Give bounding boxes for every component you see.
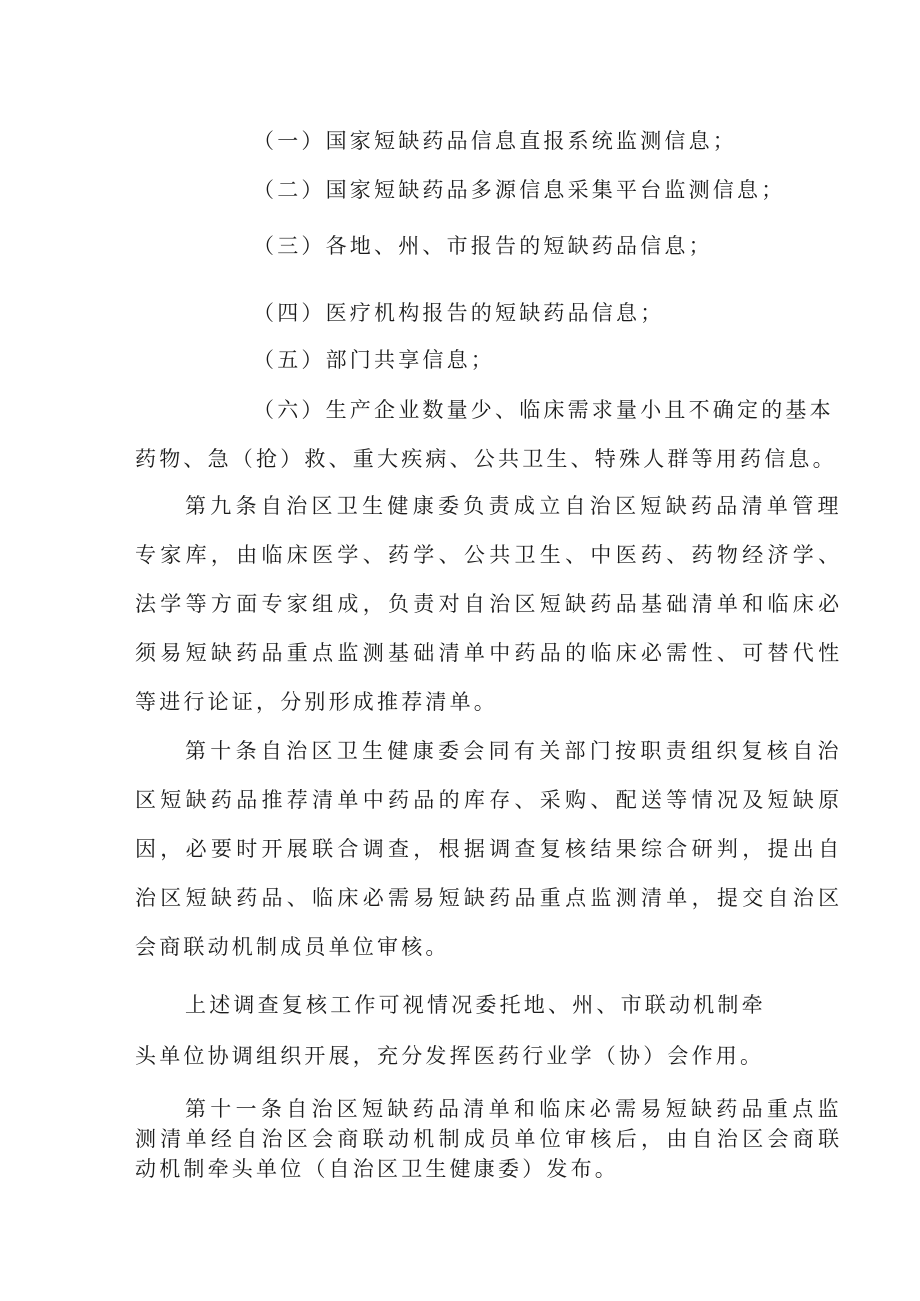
article-11-line-1: 第十一条自治区短缺药品清单和临床必需易短缺药品重点监: [185, 1097, 843, 1121]
list-item-6: （六）生产企业数量少、临床需求量小且不确定的基本: [253, 398, 834, 422]
list-item-1: （一）国家短缺药品信息直报系统监测信息；: [253, 129, 737, 153]
article-11-line-3: 动机制牵头单位（自治区卫生健康委）发布。: [135, 1157, 619, 1181]
article-9-line-4: 须易短缺药品重点监测基础清单中药品的临床必需性、可替代性: [135, 641, 844, 665]
article-11-line-2: 测清单经自治区会商联动机制成员单位审核后，由自治区会商联: [135, 1127, 844, 1151]
list-item-5: （五）部门共享信息；: [253, 348, 495, 372]
article-10-line-3: 因，必要时开展联合调查，根据调查复核结果综合研判，提出自: [135, 837, 844, 861]
list-item-2: （二）国家短缺药品多源信息采集平台监测信息；: [253, 178, 786, 202]
list-item-6-cont: 药物、急（抢）救、重大疾病、公共卫生、特殊人群等用药信息。: [135, 447, 837, 471]
article-10-line-2: 区短缺药品推荐清单中药品的库存、采购、配送等情况及短缺原: [135, 788, 844, 812]
article-9-line-5: 等进行论证，分别形成推荐清单。: [135, 690, 498, 714]
supplement-line-1: 上述调查复核工作可视情况委托地、州、市联动机制牵: [185, 993, 766, 1017]
article-9-line-3: 法学等方面专家组成，负责对自治区短缺药品基础清单和临床必: [135, 592, 844, 616]
article-10-line-4: 治区短缺药品、临床必需易短缺药品重点监测清单，提交自治区: [135, 886, 844, 910]
article-9-line-2: 专家库，由临床医学、药学、公共卫生、中医药、药物经济学、: [135, 543, 844, 567]
article-9-line-1: 第九条自治区卫生健康委负责成立自治区短缺药品清单管理: [185, 494, 843, 518]
supplement-line-2: 头单位协调组织开展，充分发挥医药行业学（协）会作用。: [135, 1044, 765, 1068]
article-10-line-5: 会商联动机制成员单位审核。: [135, 935, 450, 959]
list-item-4: （四）医疗机构报告的短缺药品信息；: [253, 301, 665, 325]
list-item-3: （三）各地、州、市报告的短缺药品信息；: [253, 234, 713, 258]
article-10-line-1: 第十条自治区卫生健康委会同有关部门按职责组织复核自治: [185, 739, 843, 763]
